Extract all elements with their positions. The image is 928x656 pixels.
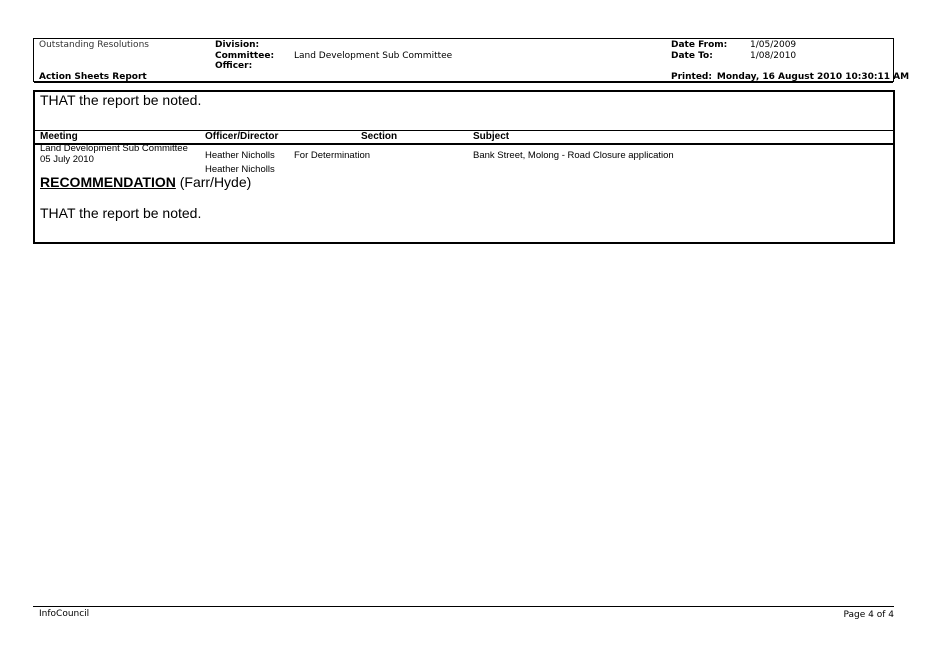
printed-label: Printed: xyxy=(671,72,712,82)
date-from-label: Date From: xyxy=(671,40,728,50)
footer-app-name: InfoCouncil xyxy=(39,609,90,619)
printed-line xyxy=(671,72,909,82)
recommendation-text: THAT the report be noted. xyxy=(40,205,202,221)
table-header-top-rule xyxy=(33,130,895,131)
col-header-subject: Subject xyxy=(473,131,510,142)
recommendation-movers: (Farr/Hyde) xyxy=(179,174,252,190)
printed-value: Monday, 16 August 2010 10:30:11 AM xyxy=(716,72,910,82)
col-header-meeting: Meeting xyxy=(40,131,78,142)
date-from-value: 1/05/2009 xyxy=(750,40,797,50)
row-officer-2: Heather Nicholls xyxy=(205,164,275,175)
row-subject: Bank Street, Molong - Road Closure application xyxy=(473,150,674,161)
recommendation-heading xyxy=(40,174,251,190)
officer-label: Officer: xyxy=(215,61,253,71)
col-header-section: Section xyxy=(361,131,398,142)
committee-value: Land Development Sub Committee xyxy=(294,51,453,61)
col-header-officer: Officer/Director xyxy=(205,131,279,142)
committee-label: Committee: xyxy=(215,51,275,61)
row-section: For Determination xyxy=(294,150,371,161)
division-label: Division: xyxy=(215,40,260,50)
report-title: Action Sheets Report xyxy=(39,72,147,82)
recommendation-label: RECOMMENDATION xyxy=(40,174,176,190)
date-to-label: Date To: xyxy=(671,51,713,61)
top-resolution-text: THAT the report be noted. xyxy=(40,92,202,108)
date-to-value: 1/08/2010 xyxy=(750,51,797,61)
row-officer-1: Heather Nicholls xyxy=(205,150,275,161)
report-type: Outstanding Resolutions xyxy=(39,40,149,50)
header-divider xyxy=(34,82,893,83)
footer-rule xyxy=(33,606,894,607)
row-meeting: Land Development Sub Committee 05 July 2010 xyxy=(40,143,188,165)
footer-page-number: Page 4 of 4 xyxy=(843,610,894,620)
